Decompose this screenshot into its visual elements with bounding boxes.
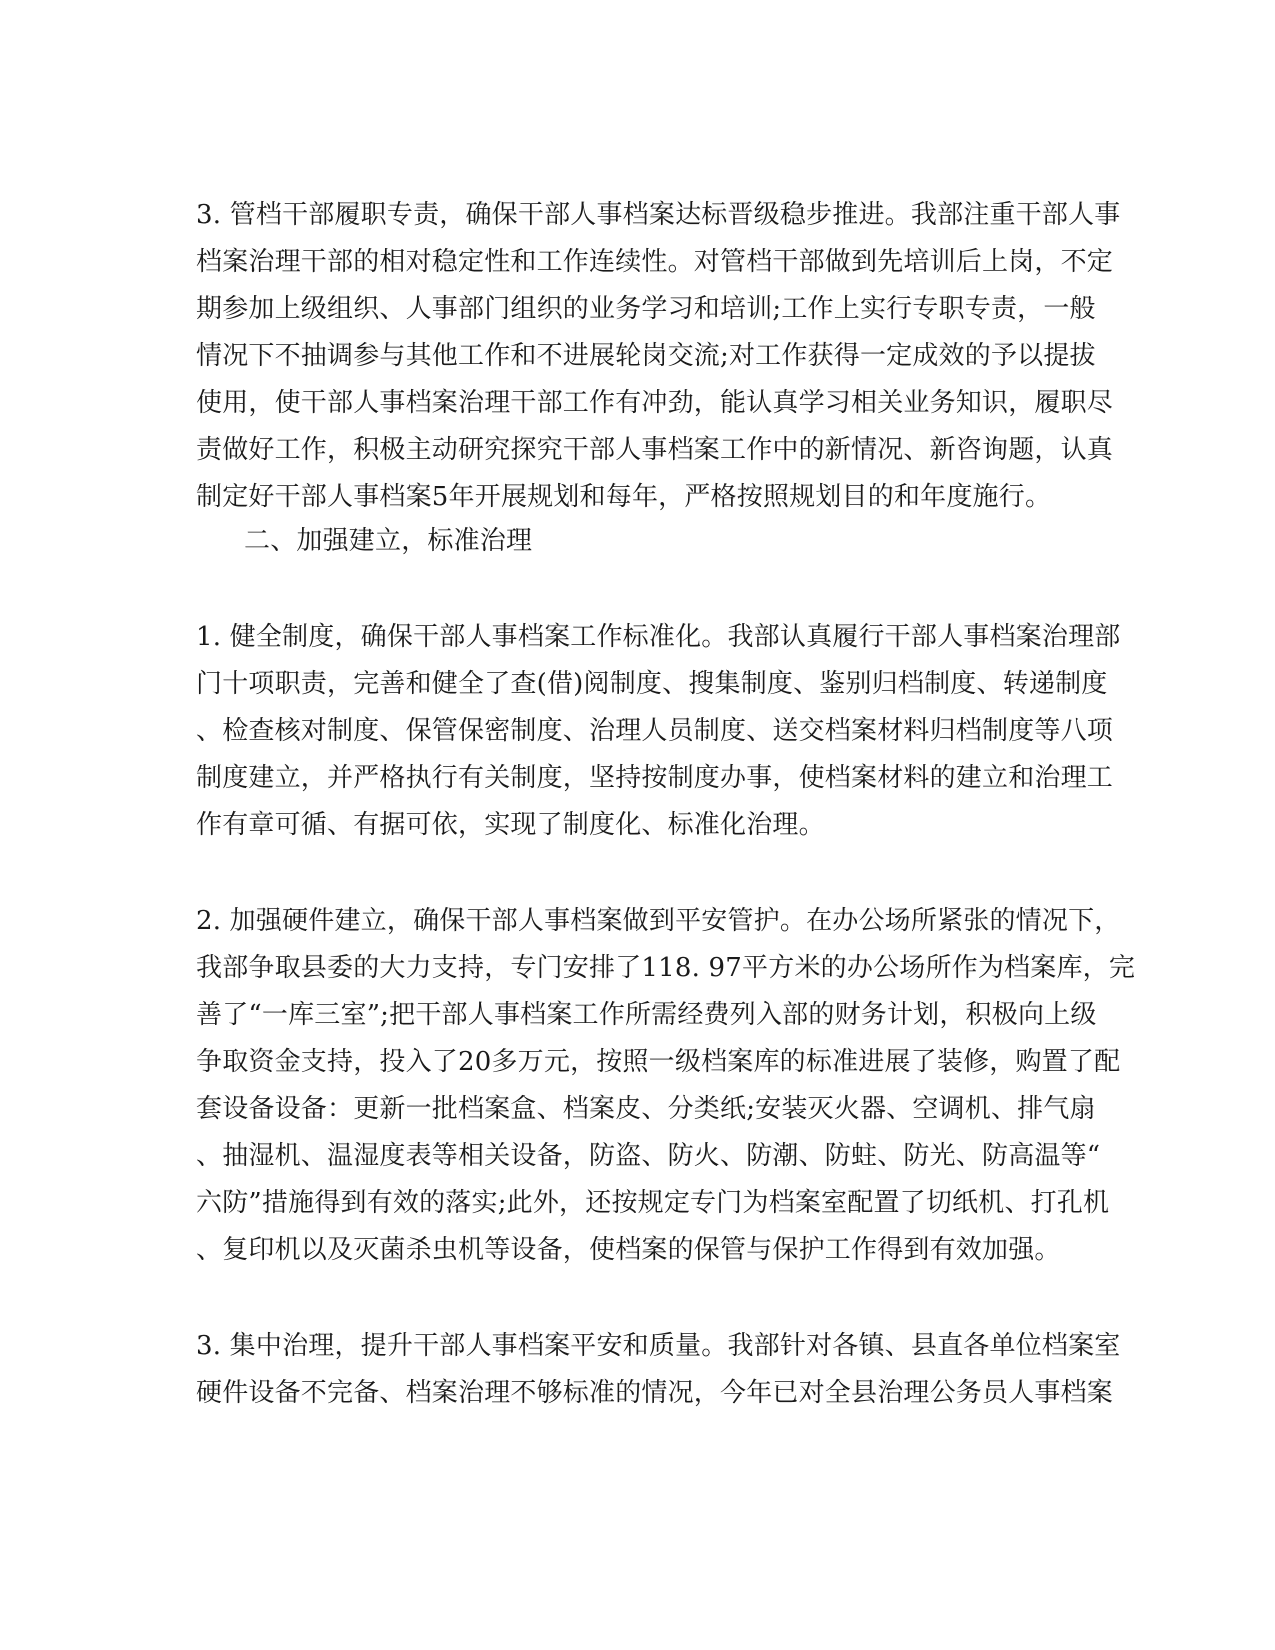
paragraph-line: 、复印机以及灭菌杀虫机等设备，使档案的保管与保护工作得到有效加强。: [196, 1235, 1061, 1265]
paragraph-line: 制定好干部人事档案5年开展规划和每年，严格按照规划目的和年度施行。: [196, 482, 1052, 512]
paragraph-line: 门十项职责，完善和健全了查(借)阅制度、搜集制度、鉴别归档制度、转递制度: [196, 669, 1108, 699]
paragraph-line: 期参加上级组织、人事部门组织的业务学习和培训;工作上实行专职专责，一般: [196, 294, 1096, 324]
paragraph-line: 3. 管档干部履职专责，确保干部人事档案达标晋级稳步推进。我部注重干部人事: [196, 200, 1121, 230]
paragraph-line: 硬件设备不完备、档案治理不够标准的情况，今年已对全县治理公务员人事档案: [196, 1378, 1114, 1408]
section-heading: 二、加强建立，标准治理: [244, 526, 533, 556]
paragraph-line: 3. 集中治理，提升干部人事档案平安和质量。我部针对各镇、县直各单位档案室: [196, 1331, 1121, 1361]
paragraph-line: 套设备设备：更新一批档案盒、档案皮、分类纸;安装灭火器、空调机、排气扇: [196, 1094, 1096, 1124]
paragraph-line: 争取资金支持，投入了20多万元，按照一级档案库的标准进展了装修，购置了配: [196, 1047, 1121, 1077]
paragraph-line: 制度建立，并严格执行有关制度，坚持按制度办事，使档案材料的建立和治理工: [196, 763, 1114, 793]
paragraph-line: 、抽湿机、温湿度表等相关设备，防盗、防火、防潮、防蛀、防光、防高温等“: [196, 1141, 1101, 1171]
paragraph-line: 使用，使干部人事档案治理干部工作有冲劲，能认真学习相关业务知识，履职尽: [196, 388, 1114, 418]
paragraph-line: 、检查核对制度、保管保密制度、治理人员制度、送交档案材料归档制度等八项: [196, 716, 1114, 746]
paragraph-line: 六防”措施得到有效的落实;此外，还按规定专门为档案室配置了切纸机、打孔机: [196, 1188, 1110, 1218]
paragraph-line: 1. 健全制度，确保干部人事档案工作标准化。我部认真履行干部人事档案治理部: [196, 622, 1121, 652]
paragraph-line: 善了“一库三室”;把干部人事档案工作所需经费列入部的财务计划，积极向上级: [196, 1000, 1097, 1030]
paragraph-line: 档案治理干部的相对稳定性和工作连续性。对管档干部做到先培训后上岗，不定: [196, 247, 1114, 277]
paragraph-line: 作有章可循、有据可依，实现了制度化、标准化治理。: [196, 810, 825, 840]
paragraph-line: 2. 加强硬件建立，确保干部人事档案做到平安管护。在办公场所紧张的情况下，: [196, 906, 1121, 936]
paragraph-line: 责做好工作，积极主动研究探究干部人事档案工作中的新情况、新咨询题，认真: [196, 435, 1114, 465]
paragraph-line: 我部争取县委的大力支持，专门安排了118. 97平方米的办公场所作为档案库，完: [196, 953, 1136, 983]
paragraph-line: 情况下不抽调参与其他工作和不进展轮岗交流;对工作获得一定成效的予以提拔: [196, 341, 1096, 371]
